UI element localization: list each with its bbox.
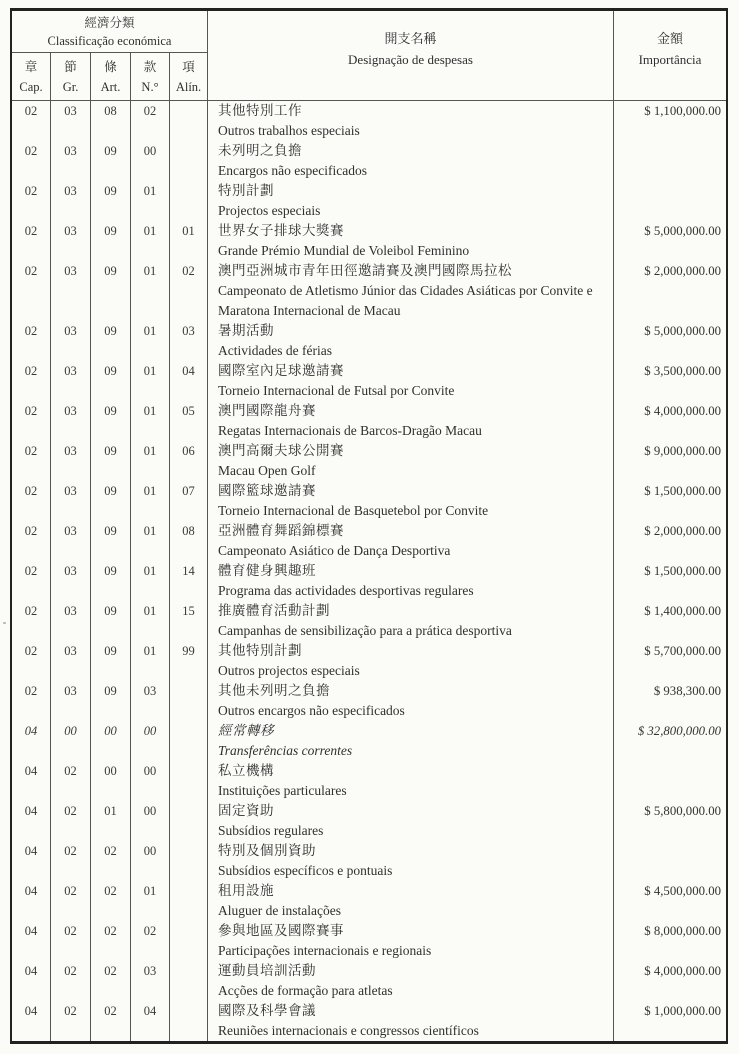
code-cap: 04 [12,1001,51,1041]
code-n: 01 [131,181,170,221]
code-art: 00 [91,721,131,761]
amount-cell: $ 4,000,000.00 [644,964,721,978]
amount-cell: $ 1,500,000.00 [644,484,721,498]
code-n: 01 [131,401,170,441]
code-cap: 04 [12,961,51,1001]
designation-zh: 參與地區及國際賽事 [218,923,344,938]
amount-cell: $ 8,000,000.00 [644,924,721,938]
designation-cell [208,721,614,761]
code-gr: 03 [51,441,91,481]
designation-zh: 其他特別計劃 [218,643,302,658]
designation-cell [208,681,614,721]
designation-zh: 澳門國際龍舟賽 [218,403,316,418]
code-header-gr [51,53,91,100]
code-art: 09 [91,181,131,221]
code-header-zh: 章 [24,60,38,74]
amount-cell: $ 4,500,000.00 [644,884,721,898]
designation-zh: 推廣體育活動計劃 [218,603,330,618]
table-row [12,141,726,181]
designation-pt: Macau Open Golf [218,463,316,478]
budget-table [10,8,728,1044]
amount-cell: $ 938,300.00 [653,684,721,698]
code-alin [170,181,208,221]
code-gr: 03 [51,261,91,321]
designation-pt: Regatas Internacionais de Barcos-Dragão Macau [218,423,482,438]
code-alin: 99 [170,641,208,681]
designation-zh: 亞洲體育舞蹈錦標賽 [218,523,344,538]
code-alin: 07 [170,481,208,521]
amount-cell: $ 1,100,000.00 [644,104,721,118]
code-art: 09 [91,441,131,481]
table-header [12,11,726,101]
code-alin [170,921,208,961]
designation-zh: 國際籃球邀請賽 [218,483,316,498]
code-cap: 04 [12,801,51,841]
code-alin [170,721,208,761]
code-header-pt: Alín. [175,80,202,94]
code-gr: 03 [51,221,91,261]
code-gr: 03 [51,321,91,361]
code-n: 03 [131,961,170,1001]
code-column-headers [12,53,207,100]
amount-cell [614,181,726,221]
code-n: 01 [131,221,170,261]
code-gr: 03 [51,401,91,441]
code-cap: 02 [12,101,51,141]
code-cap: 02 [12,261,51,321]
designation-cell [208,1001,614,1041]
designation-zh: 私立機構 [218,763,274,778]
amount-cell: $ 32,800,000.00 [637,724,721,738]
amount-cell: $ 1,400,000.00 [644,604,721,618]
code-cap: 04 [12,881,51,921]
code-gr: 03 [51,641,91,681]
designation-zh: 國際室內足球邀請賽 [218,363,344,378]
designation-cell [208,601,614,641]
code-alin [170,761,208,801]
code-gr: 02 [51,801,91,841]
code-n: 01 [131,601,170,641]
designation-cell [208,881,614,921]
designation-cell [208,221,614,261]
designation-pt: Aluguer de instalações [218,903,341,918]
designation-pt: Outros encargos não especificados [218,703,405,718]
table-row [12,521,726,561]
scan-artifact [3,622,6,624]
classification-title-pt: Classificação económica [47,34,172,48]
designation-zh: 澳門高爾夫球公開賽 [218,443,344,458]
table-row [12,1001,726,1041]
designation-cell [208,261,614,321]
code-cap: 02 [12,561,51,601]
designation-zh: 固定資助 [218,803,274,818]
designation-pt: Campanhas de sensibilização para a prática desportiva [218,623,512,638]
code-n: 00 [131,761,170,801]
code-gr: 00 [51,721,91,761]
code-header-zh: 款 [143,60,157,74]
code-cap: 04 [12,921,51,961]
designation-cell [208,481,614,521]
code-header-pt: N.° [141,80,159,94]
amount-cell: $ 2,000,000.00 [644,264,721,278]
code-header-pt: Art. [100,80,121,94]
code-n: 00 [131,141,170,181]
code-cap: 04 [12,841,51,881]
designation-cell [208,441,614,481]
code-header-n [131,53,170,100]
classification-title [12,11,207,53]
amount-cell: $ 1,500,000.00 [644,564,721,578]
designation-zh: 特別及個別資助 [218,843,316,858]
code-gr: 03 [51,681,91,721]
code-gr: 03 [51,141,91,181]
amount-cell [614,841,726,881]
code-gr: 03 [51,101,91,141]
designation-pt: Encargos não especificados [218,163,367,178]
code-alin [170,1001,208,1041]
code-n: 01 [131,641,170,681]
code-alin [170,841,208,881]
code-art: 09 [91,521,131,561]
code-header-art [91,53,131,100]
code-cap: 02 [12,181,51,221]
designation-cell [208,961,614,1001]
code-art: 09 [91,601,131,641]
code-cap: 02 [12,361,51,401]
table-row [12,481,726,521]
code-alin [170,961,208,1001]
table-row [12,321,726,361]
designation-pt: Torneio Internacional de Basquetebol por Convite [218,503,489,518]
designation-cell [208,921,614,961]
amount-cell: $ 3,500,000.00 [644,364,721,378]
code-art: 02 [91,921,131,961]
code-cap: 02 [12,521,51,561]
amount-header-pt: Importância [638,51,702,67]
designation-cell [208,761,614,801]
designation-pt: Subsídios específicos e pontuais [218,863,393,878]
designation-cell [208,521,614,561]
designation-zh: 經常轉移 [218,723,274,738]
table-row [12,101,726,141]
code-art: 09 [91,221,131,261]
designation-pt: Acções de formação para atletas [218,983,393,998]
code-alin: 03 [170,321,208,361]
table-row [12,261,726,321]
table-row [12,641,726,681]
code-gr: 03 [51,361,91,401]
table-row [12,441,726,481]
code-header-zh: 項 [182,60,195,74]
code-n: 01 [131,441,170,481]
code-alin: 01 [170,221,208,261]
code-art: 09 [91,481,131,521]
amount-cell: $ 5,000,000.00 [644,224,721,238]
designation-pt: Subsídios regulares [218,823,324,838]
code-header-zh: 節 [64,60,77,74]
table-row [12,561,726,601]
designation-header-pt: Designação de despesas [348,51,473,67]
code-header-zh: 條 [104,60,117,74]
code-n: 00 [131,721,170,761]
code-art: 09 [91,321,131,361]
designation-zh: 其他特別工作 [218,103,302,118]
designation-zh: 體育健身興趣班 [218,563,316,578]
code-gr: 02 [51,1001,91,1041]
designation-cell [208,561,614,601]
table-row [12,681,726,721]
code-gr: 03 [51,481,91,521]
code-gr: 02 [51,841,91,881]
amount-cell: $ 5,700,000.00 [644,644,721,658]
code-alin: 14 [170,561,208,601]
classification-header-group [12,11,208,100]
designation-cell [208,101,614,141]
designation-pt: Outros projectos especiais [218,663,360,678]
code-art: 09 [91,561,131,601]
code-art: 08 [91,101,131,141]
code-n: 02 [131,101,170,141]
code-cap: 02 [12,681,51,721]
table-row [12,401,726,441]
code-alin: 08 [170,521,208,561]
code-n: 03 [131,681,170,721]
designation-cell [208,841,614,881]
code-alin: 02 [170,261,208,321]
designation-pt: Projectos especiais [218,203,321,218]
table-row [12,221,726,261]
designation-pt: Reuniões internacionais e congressos científicos [218,1023,479,1038]
designation-cell [208,801,614,841]
designation-pt: Torneio Internacional de Futsal por Convite [218,383,455,398]
code-gr: 02 [51,761,91,801]
table-row [12,961,726,1001]
table-body [12,101,726,1041]
code-n: 01 [131,481,170,521]
code-art: 00 [91,761,131,801]
designation-zh: 租用設施 [218,883,274,898]
code-n: 01 [131,261,170,321]
designation-pt: Transferências correntes [218,743,353,758]
amount-header-zh: 金額 [656,30,683,46]
classification-title-zh: 經濟分類 [84,16,135,30]
amount-cell: $ 5,000,000.00 [644,324,721,338]
code-art: 01 [91,801,131,841]
code-cap: 02 [12,221,51,261]
code-art: 02 [91,1001,131,1041]
code-cap: 02 [12,321,51,361]
code-n: 01 [131,521,170,561]
code-n: 00 [131,841,170,881]
code-alin: 04 [170,361,208,401]
code-alin [170,801,208,841]
amount-cell: $ 5,800,000.00 [644,804,721,818]
designation-cell [208,321,614,361]
code-header-pt: Gr. [62,80,79,94]
code-alin [170,141,208,181]
table-row [12,721,726,761]
code-n: 01 [131,881,170,921]
amount-header [614,11,726,100]
code-alin: 15 [170,601,208,641]
amount-cell: $ 1,000,000.00 [644,1004,721,1018]
code-alin: 05 [170,401,208,441]
designation-zh: 未列明之負擔 [218,143,302,158]
code-art: 02 [91,961,131,1001]
code-art: 09 [91,261,131,321]
designation-cell [208,641,614,681]
amount-cell [614,761,726,801]
code-gr: 03 [51,561,91,601]
designation-pt: Instituições particulares [218,783,347,798]
table-row [12,841,726,881]
code-header-alin [170,53,207,100]
code-art: 09 [91,361,131,401]
code-art: 09 [91,141,131,181]
code-cap: 02 [12,641,51,681]
code-art: 09 [91,401,131,441]
designation-zh: 其他未列明之負擔 [218,683,330,698]
designation-pt: Actividades de férias [218,343,332,358]
code-art: 09 [91,641,131,681]
code-cap: 02 [12,481,51,521]
code-art: 02 [91,881,131,921]
table-row [12,361,726,401]
code-cap: 02 [12,401,51,441]
designation-header-zh: 開支名稱 [384,30,437,46]
designation-pt: Campeonato Asiático de Dança Desportiva [218,543,451,558]
designation-pt: Participações internacionais e regionais [218,943,432,958]
code-header-pt: Cap. [19,80,43,94]
code-gr: 02 [51,881,91,921]
table-row [12,601,726,641]
code-n: 04 [131,1001,170,1041]
amount-cell: $ 4,000,000.00 [644,404,721,418]
code-cap: 04 [12,761,51,801]
code-n: 00 [131,801,170,841]
code-n: 02 [131,921,170,961]
code-gr: 03 [51,181,91,221]
code-n: 01 [131,321,170,361]
code-alin [170,681,208,721]
amount-cell: $ 2,000,000.00 [644,524,721,538]
amount-cell: $ 9,000,000.00 [644,444,721,458]
designation-zh: 世界女子排球大獎賽 [218,223,344,238]
designation-pt: Programa das actividades desportivas regulares [218,583,474,598]
designation-header [208,11,614,100]
designation-cell [208,181,614,221]
table-row [12,761,726,801]
code-n: 01 [131,361,170,401]
code-cap: 02 [12,141,51,181]
code-cap: 04 [12,721,51,761]
designation-cell [208,401,614,441]
designation-zh: 特別計劃 [218,183,274,198]
code-n: 01 [131,561,170,601]
code-art: 02 [91,841,131,881]
designation-zh: 澳門亞洲城市青年田徑邀請賽及澳門國際馬拉松 [218,263,512,278]
designation-zh: 國際及科學會議 [218,1003,316,1018]
designation-cell [208,361,614,401]
amount-cell [614,141,726,181]
table-row [12,881,726,921]
table-row [12,801,726,841]
designation-pt: Outros trabalhos especiais [218,123,360,138]
code-alin: 06 [170,441,208,481]
designation-cell [208,141,614,181]
code-gr: 02 [51,961,91,1001]
table-row [12,181,726,221]
code-art: 09 [91,681,131,721]
designation-pt: Grande Prémio Mundial de Voleibol Feminino [218,243,470,258]
code-cap: 02 [12,441,51,481]
designation-zh: 運動員培訓活動 [218,963,316,978]
code-cap: 02 [12,601,51,641]
code-gr: 03 [51,521,91,561]
code-gr: 03 [51,601,91,641]
table-row [12,921,726,961]
code-gr: 02 [51,921,91,961]
code-alin [170,101,208,141]
code-header-cap [12,53,51,100]
designation-pt: Campeonato de Atletismo Júnior das Cidades Asiáticas por Convite e [218,283,593,298]
designation-pt: Maratona Internacional de Macau [218,303,401,318]
designation-zh: 暑期活動 [218,323,274,338]
code-alin [170,881,208,921]
